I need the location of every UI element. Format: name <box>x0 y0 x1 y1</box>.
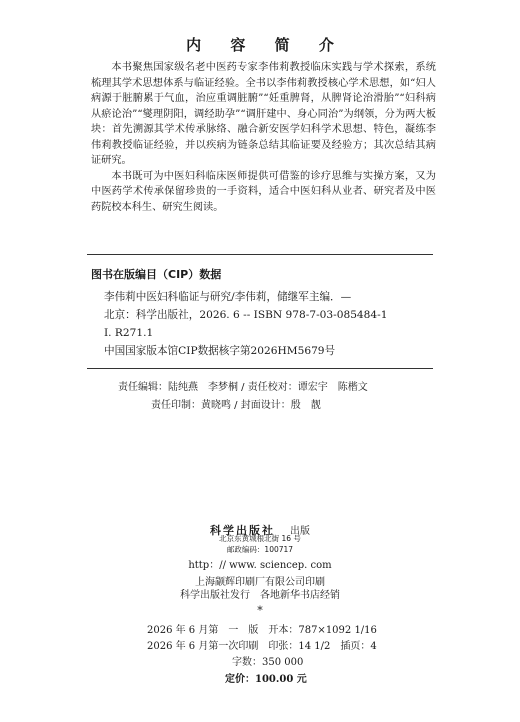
publisher-logo: 科学出版社 <box>209 524 275 537</box>
credits-production: 责任印制：黄晓鸣 / 封面设计：殷 靓 <box>151 400 321 411</box>
price: 定价：100.00 元 <box>225 674 307 685</box>
divider-bottom <box>87 368 433 369</box>
edition-line-1: 2026 年 6 月第 一 版 开本：787×1092 1/16 <box>147 625 377 636</box>
distribution: 科学出版社发行 各地新华书店经销 <box>180 590 340 601</box>
cip-line-2: 北京：科学出版社，2026. 6 -- ISBN 978-7-03-085484-1 <box>104 309 388 321</box>
divider-top <box>87 254 433 255</box>
cip-heading: 图书在版编目（CIP）数据 <box>91 268 222 281</box>
cip-line-1: 李伟莉中医妇科临证与研究/李伟莉，储继军主编．— <box>104 291 352 303</box>
page-title: 内 容 简 介 <box>186 36 346 54</box>
publisher-suffix: 出版 <box>290 526 311 537</box>
publisher-address: 北京东黄城根北街 16 号 <box>219 534 301 543</box>
separator-star: * <box>257 604 263 617</box>
intro-section <box>91 60 436 215</box>
word-count: 字数：350 000 <box>232 657 304 668</box>
cip-classification: Ⅰ. R271.1 <box>104 327 154 339</box>
intro-paragraph-2: 本书既可为中医妇科临床医师提供可借鉴的诊疗思维与实操方案，又为中医药学术传承保留珍贵的一手资料，适合中医妇科从业者、研究者及中医药院校本科生、研究生阅读。 <box>91 170 436 213</box>
publisher-postcode: 邮政编码：100717 <box>226 545 294 554</box>
publisher-website: http：// www. sciencep. com <box>188 560 332 571</box>
cip-record-number: 中国国家版本馆CIP数据核字第2026HM5679号 <box>104 345 336 357</box>
intro-paragraph-1: 本书聚焦国家级名老中医药专家李伟莉教授临床实践与学术探索，系统梳理其学术思想体系与临证经验。全书以李伟莉教授核心学术思想，如“妇人病源于脏腑累于气血，治应重调脏腑”“妊重脾肾，从脾肾论治滑胎”“妇科病从瘀论治”“燮理阴阳，调经助孕”“调肝建中、身心同治”为纲领，分为两大板块：首先溯源其学术传承脉络、融合新安医学妇科学术思想、特色，凝练李伟莉教授临证经验，并以疾病为链条总结其临证要及经验方；其次总结其病证研究。 <box>91 62 436 166</box>
credits-editors: 责任编辑：陆纯燕 李梦桐 / 责任校对：谭宏宇 陈楷文 <box>118 382 368 393</box>
edition-line-2: 2026 年 6 月第一次印刷 印张：14 1/2 插页：4 <box>147 641 377 652</box>
printer: 上海颛辉印刷厂有限公司印刷 <box>195 577 325 588</box>
